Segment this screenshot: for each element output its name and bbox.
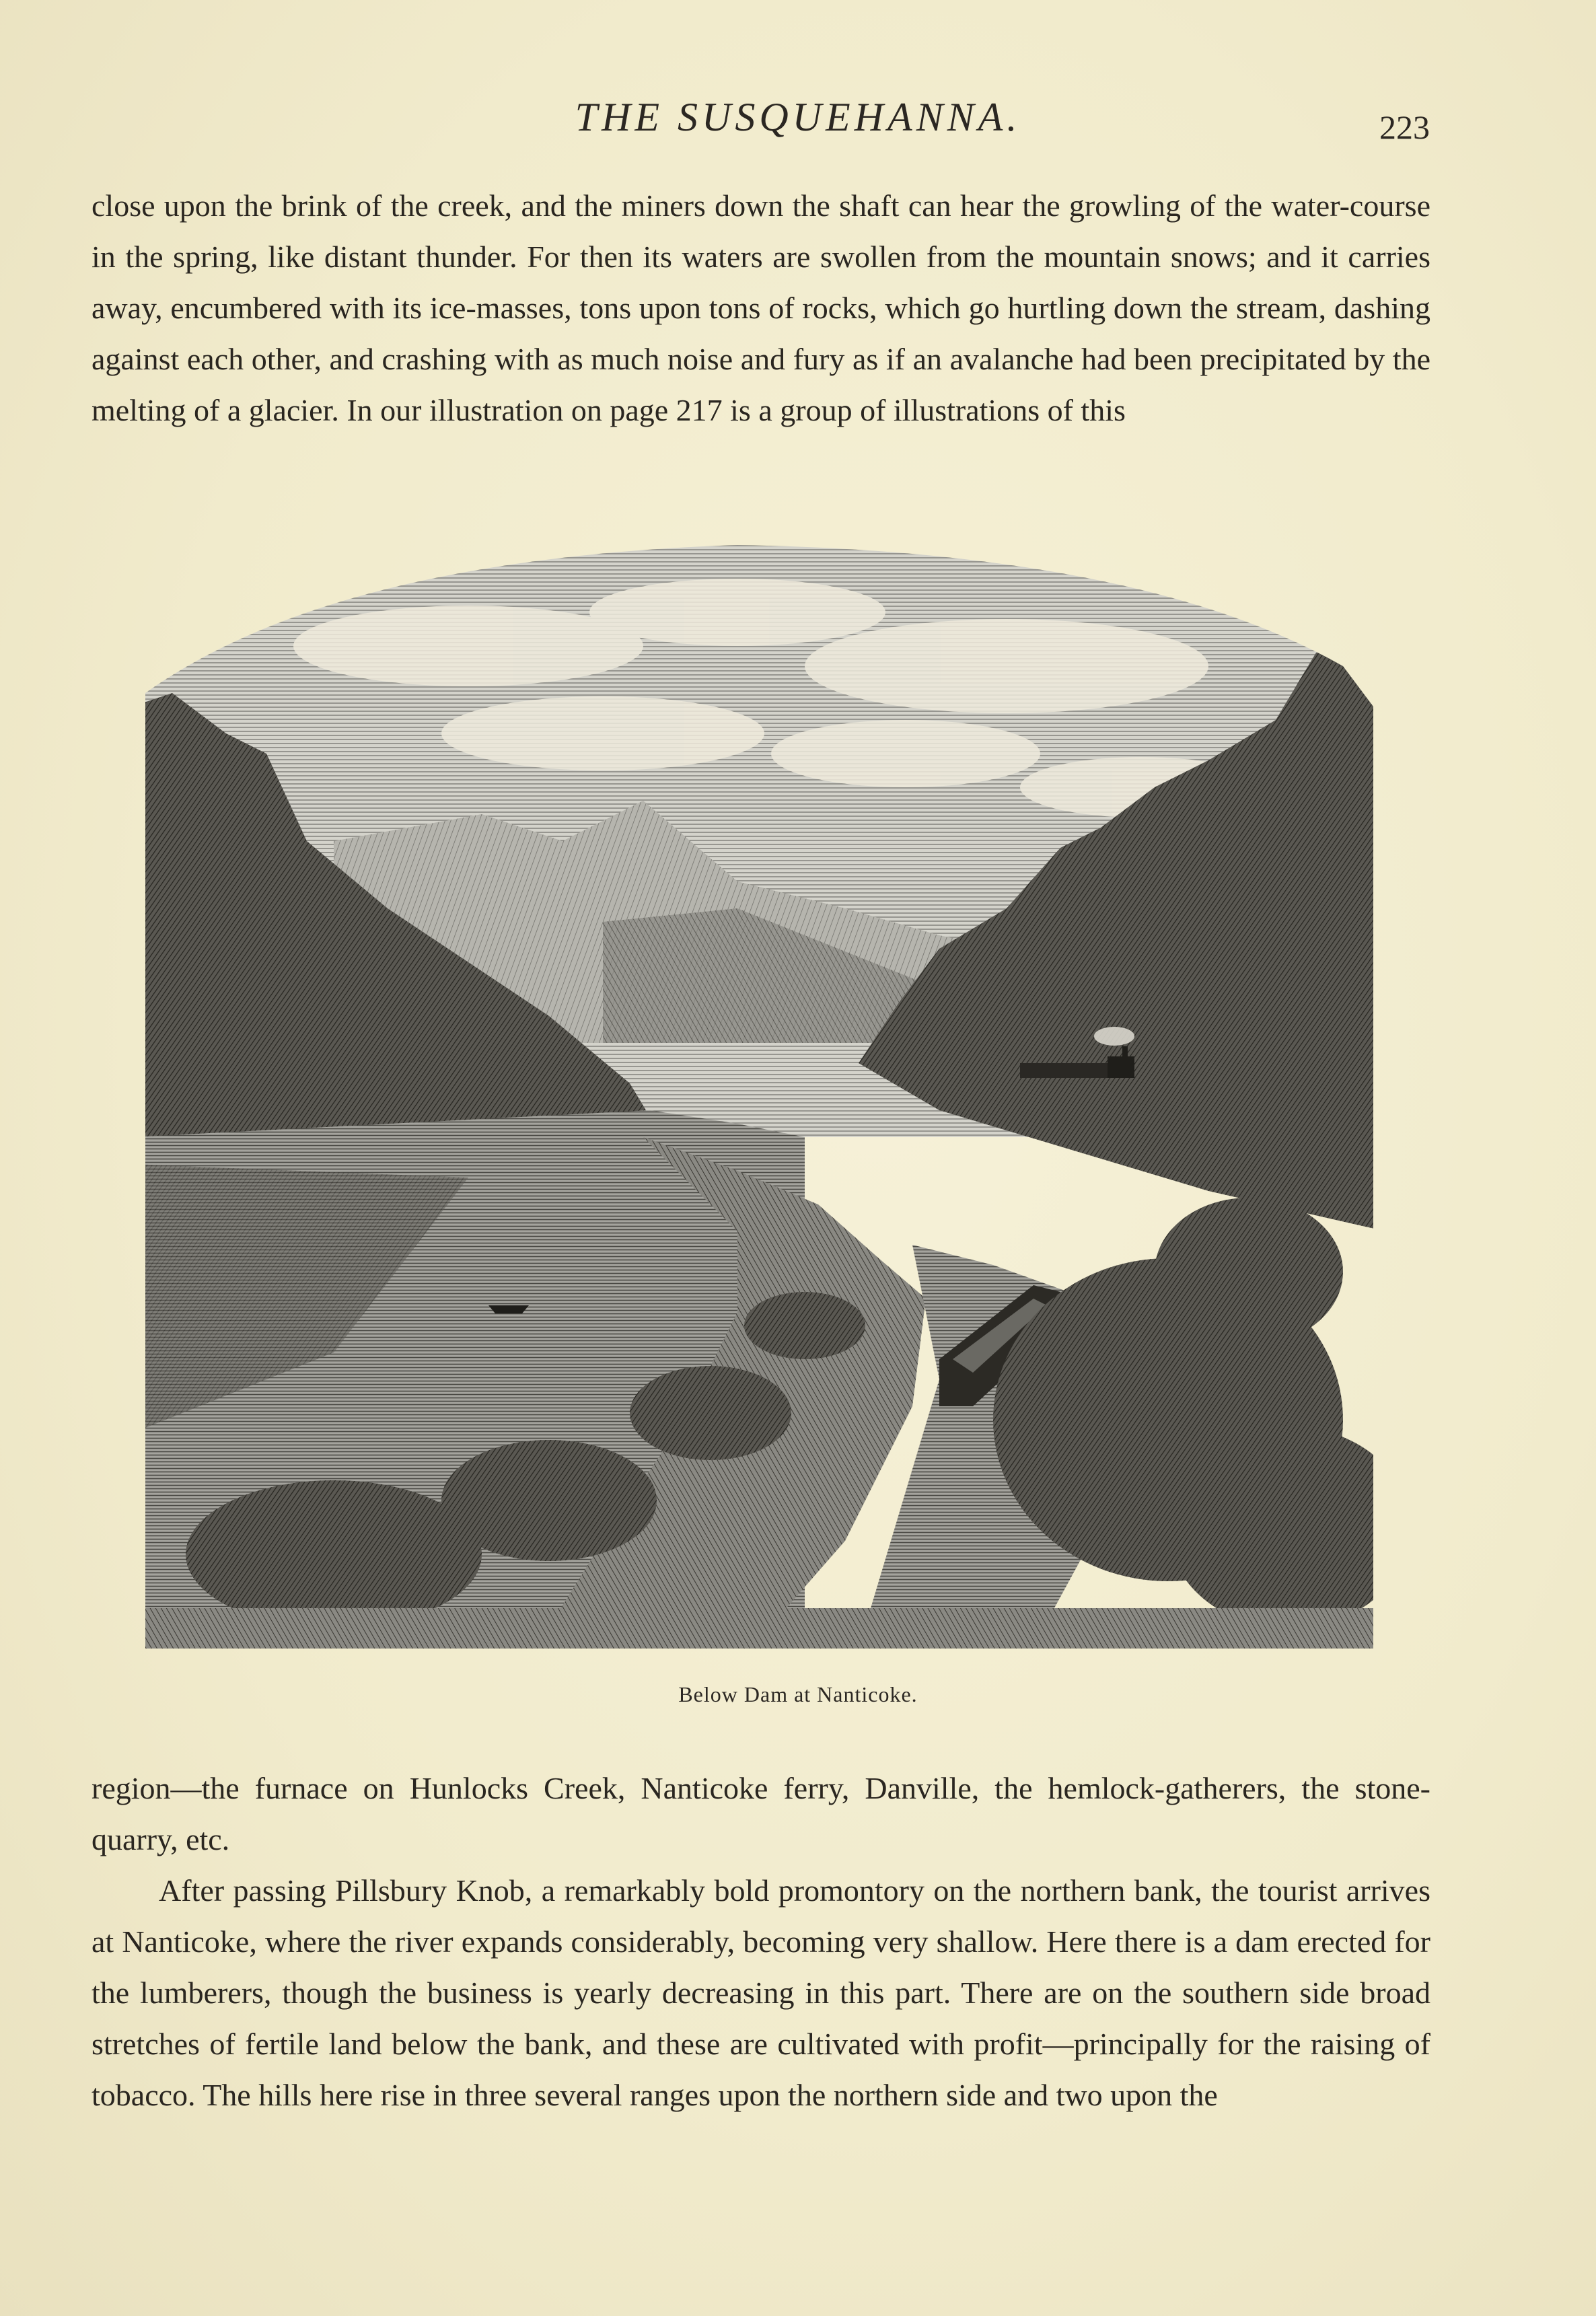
paragraph-continued-end: region—the furnace on Hunlocks Creek, Nanticoke ferry, Danville, the hemlock-gatherers, the stone-quarry, etc. xyxy=(92,1771,1430,1856)
page-number: 223 xyxy=(1379,108,1430,146)
paragraph-continued: close upon the brink of the creek, and the miners down the shaft can hear the growling of the water-course in the spring, like distant thunder. For then its waters are swollen from the mountain snows; and it carries away, encumbered with its ice-masses, tons upon tons of rocks, which go hurtling down the stream, dashing against each other, and crashing with as much noise and fury as if an avalanche had been precipitated by the melting of a glacier. In our illustration on page 217 is a group of illustrations of this xyxy=(92,188,1430,427)
running-title: THE SUSQUEHANNA. xyxy=(575,95,1021,139)
body-text-bottom xyxy=(92,1763,1430,2121)
river-valley-engraving xyxy=(132,532,1386,1675)
foreground-ground xyxy=(132,1608,1386,1675)
engraving-illustration xyxy=(132,532,1386,1675)
body-text-top xyxy=(92,180,1430,436)
figure-caption: Below Dam at Nanticoke. xyxy=(678,1682,918,1706)
paragraph-pillsbury-knob: After passing Pillsbury Knob, a remarkably bold promontory on the northern bank, the tourist arrives at Nanticoke, where the river expands considerably, becoming very shallow. Here there is a dam erected for the lumberers, though the business is yearly decreasing in this part. There are on the southern side broad stretches of fertile land below the bank, and these are cultivated with profit—principally for the raising of tobacco. The hills here rise in three several ranges upon the northern side and two upon the xyxy=(92,1873,1430,2112)
rowboat xyxy=(488,1305,529,1313)
